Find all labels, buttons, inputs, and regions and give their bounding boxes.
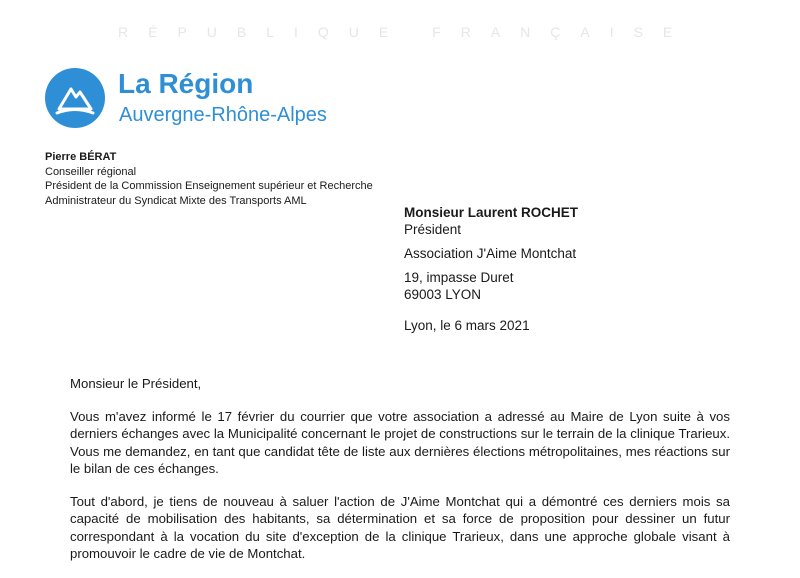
sender-block <box>45 150 373 208</box>
paragraph: Tout d'abord, je tiens de nouveau à saluer l'action de J'Aime Montchat qui a démontré ces derniers mois sa capacité de mobilisation des habitants, sa détermination et sa force de proposition pour dessiner un futur correspondant à la vocation du site d'exception de la clinique Trarieux, dans une approche globale visant à promouvoir le cadre de vie de Montchat. <box>70 493 730 561</box>
paragraph: Vous m'avez informé le 17 février du courrier que votre association a adressé au Maire de Lyon suite à vos derniers échanges avec la Municipalité concernant le projet de constructions sur le terrain de la clinique Trarieux. Vous me demandez, en tant que candidat tête de liste aux dernières élections métropolitaines, mes réactions sur le bilan de ces échanges. <box>70 408 730 476</box>
recipient-block <box>404 204 578 303</box>
brand-subtitle: Auvergne-Rhône-Alpes <box>119 104 327 126</box>
recipient-name: Monsieur Laurent ROCHET <box>404 205 579 220</box>
region-logo-icon <box>45 68 105 128</box>
watermark-text: RÉPUBLIQUE FRANÇAISE <box>118 24 693 40</box>
salutation: Monsieur le Président, <box>70 376 202 391</box>
sender-line: Président de la Commission Enseignement supérieur et Recherche <box>45 180 373 192</box>
recipient-organization: Association J'Aime Montchat <box>404 246 577 261</box>
sender-line: Administrateur du Syndicat Mixte des Transports AML <box>45 194 307 207</box>
recipient-street: 19, impasse Duret <box>404 270 514 285</box>
letter-body <box>70 375 730 578</box>
sender-line: Conseiller régional <box>45 165 137 178</box>
recipient-title: Président <box>404 222 462 237</box>
sender-name: Pierre BÉRAT <box>45 151 117 163</box>
brand-name: La Région <box>118 68 254 99</box>
letter-date: Lyon, le 6 mars 2021 <box>404 318 530 333</box>
recipient-city: 69003 LYON <box>404 287 482 302</box>
